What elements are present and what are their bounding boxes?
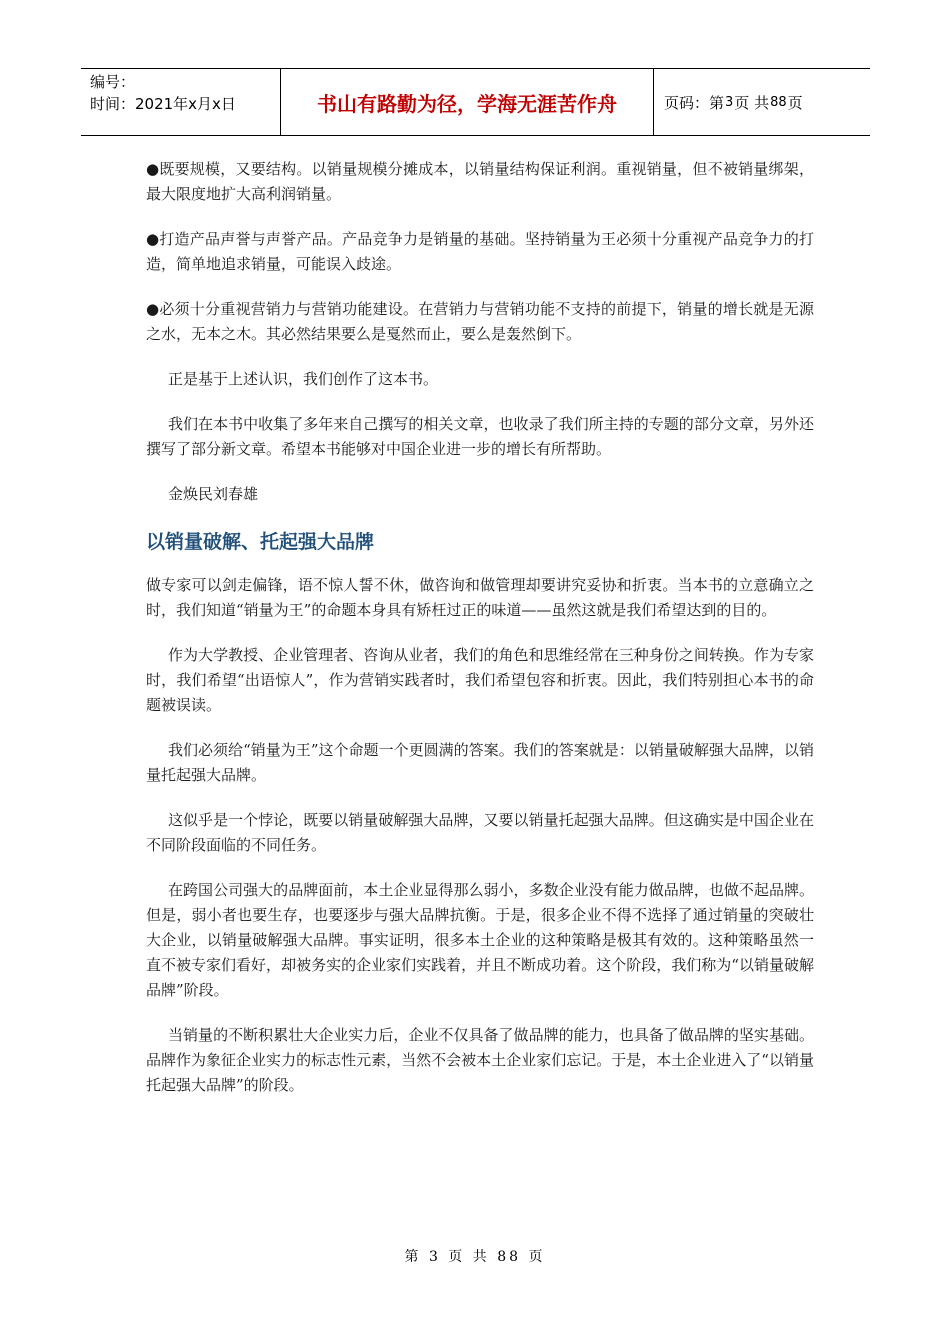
- paragraph: 在跨国公司强大的品牌面前，本土企业显得那么弱小，多数企业没有能力做品牌，也做不起品牌。但是，弱小者也要生存，也要逐步与强大品牌抗衡。于是，很多企业不得不选择了通过销量的突破壮大企业，以销量破解强大品牌。事实证明，很多本土企业的这种策略是极其有效的。这种策略虽然一直不被专家们看好，却被务实的企业家们实践着，并且不断成功着。这个阶段，我们称为“以销量破解品牌”阶段。: [146, 881, 814, 999]
- page-mid: 页 共: [734, 93, 770, 112]
- page-prefix: 页码：第: [664, 93, 725, 112]
- paragraph: 我们在本书中收集了多年来自己撰写的相关文章，也收录了我们所主持的专题的部分文章，另外还撰写了部分新文章。希望本书能够对中国企业进一步的增长有所帮助。: [146, 415, 814, 458]
- paragraph: 正是基于上述认识，我们创作了这本书。: [168, 370, 439, 388]
- page-total: 88: [770, 94, 787, 110]
- page-suffix: 页: [787, 93, 803, 112]
- motto-text: 书山有路勤为径，学海无涯苦作舟: [317, 91, 617, 116]
- author-line: 金焕民刘春雄: [168, 485, 259, 503]
- paragraph: ●必须十分重视营销力与营销功能建设。在营销力与营销功能不支持的前提下，销量的增长就是无源之水，无本之木。其必然结果要么是戛然而止，要么是轰然倒下。: [146, 300, 814, 343]
- header-table: [81, 68, 870, 136]
- header-page-cell: [654, 69, 870, 135]
- body-text: [146, 157, 814, 1118]
- time-label: 时间：2021年x月x日: [90, 95, 236, 113]
- paragraph: 这似乎是一个悖论，既要以销量破解强大品牌，又要以销量托起强大品牌。但这确实是中国企业在不同阶段面临的不同任务。: [146, 811, 814, 854]
- paragraph: ●打造产品声誉与声誉产品。产品竞争力是销量的基础。坚持销量为王必须十分重视产品竞争力的打造，简单地追求销量，可能误入歧途。: [146, 230, 814, 273]
- page-footer: 第 3 页 共 88 页: [404, 1249, 546, 1265]
- section-title: 以销量破解、托起强大品牌: [146, 531, 375, 553]
- paragraph: 我们必须给“销量为王”这个命题一个更圆满的答案。我们的答案就是：以销量破解强大品牌，以销量托起强大品牌。: [146, 741, 814, 784]
- header-motto-cell: [281, 69, 654, 135]
- number-label: 编号：: [90, 73, 136, 91]
- paragraph: ●既要规模，又要结构。以销量规模分摊成本，以销量结构保证利润。重视销量，但不被销量绑架，最大限度地扩大高利润销量。: [146, 160, 814, 203]
- paragraph: 作为大学教授、企业管理者、咨询从业者，我们的角色和思维经常在三种身份之间转换。作为专家时，我们希望“出语惊人”，作为营销实践者时，我们希望包容和折衷。因此，我们特别担心本书的命题被误读。: [146, 646, 814, 714]
- header-info-cell: [81, 69, 281, 135]
- paragraph: 当销量的不断积累壮大企业实力后，企业不仅具备了做品牌的能力，也具备了做品牌的坚实基础。品牌作为象征企业实力的标志性元素，当然不会被本土企业家们忘记。于是，本土企业进入了“以销量托起强大品牌”的阶段。: [146, 1026, 814, 1094]
- page-current: 3: [725, 94, 734, 110]
- paragraph: 做专家可以剑走偏锋，语不惊人誓不休，做咨询和做管理却要讲究妥协和折衷。当本书的立意确立之时，我们知道“销量为王”的命题本身具有矫枉过正的味道——虽然这就是我们希望达到的目的。: [146, 576, 814, 619]
